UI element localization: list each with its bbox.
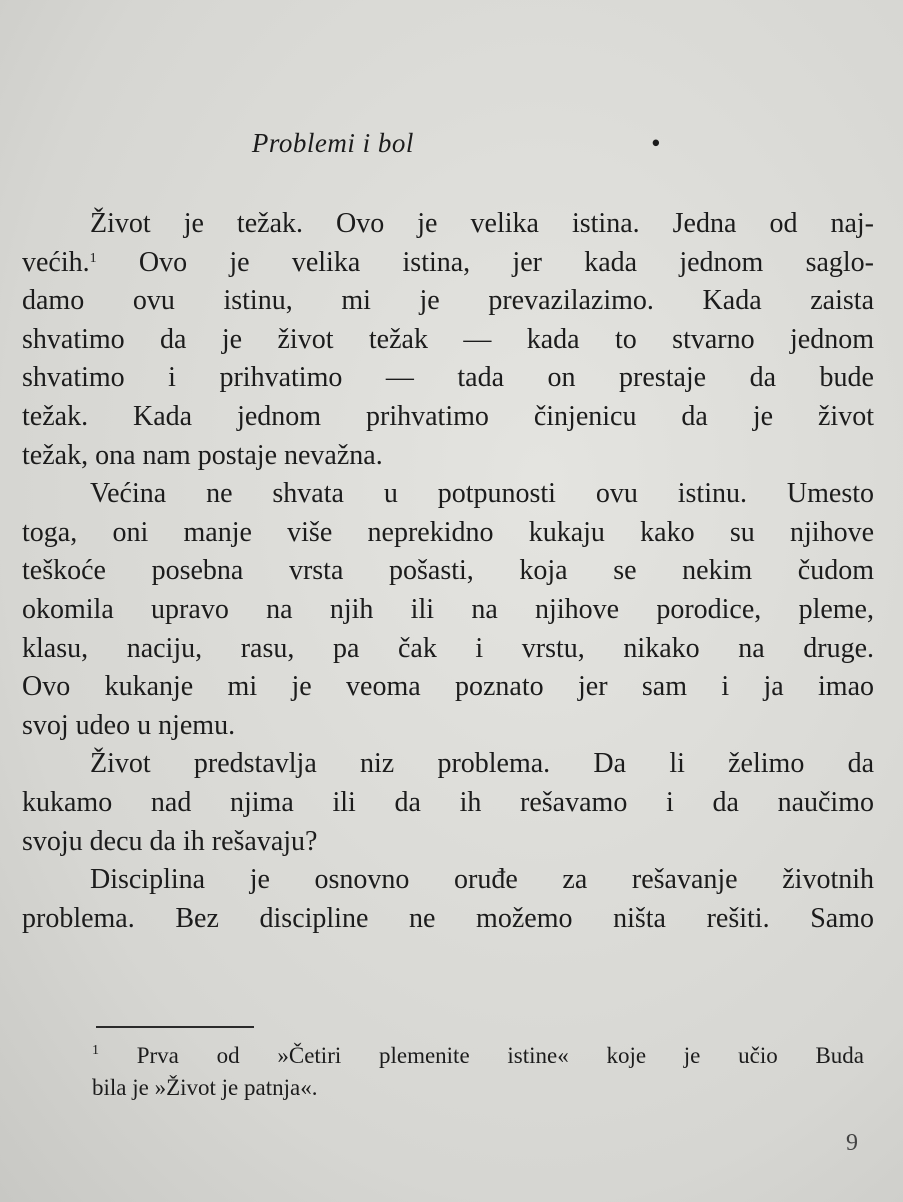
footnote-text: Prva od »Četiri plemenite istine« koje je učio Buda bbox=[136, 1043, 864, 1068]
text-line bbox=[22, 707, 874, 746]
text-line bbox=[22, 359, 874, 398]
text-line bbox=[22, 900, 874, 939]
text-line bbox=[22, 745, 874, 784]
paragraph-3 bbox=[22, 745, 874, 861]
line-text: svoj udeo u njemu. bbox=[22, 709, 236, 741]
line-text: shvatimo i prihvatimo — tada on prestaje da bude bbox=[22, 362, 874, 394]
text-line bbox=[22, 282, 874, 321]
text-line bbox=[22, 823, 874, 862]
line-text: damo ovu istinu, mi je prevazilazimo. Kada zaista bbox=[22, 285, 874, 317]
line-text: Ovo je velika istina, jer kada jednom saglo- bbox=[138, 246, 874, 278]
paragraph-1 bbox=[22, 205, 874, 475]
text-line bbox=[22, 514, 874, 553]
line-text: toga, oni manje više neprekidno kukaju kako su njihove bbox=[22, 516, 874, 548]
line-text: kukamo nad njima ili da ih rešavamo i da naučimo bbox=[22, 786, 874, 818]
text-line bbox=[22, 398, 874, 437]
line-text: težak. Kada jednom prihvatimo činjenicu da je život bbox=[22, 400, 874, 432]
footnote-ref: 1 bbox=[89, 250, 97, 266]
line-text: Život je težak. Ovo je velika istina. Jedna od naj- bbox=[90, 208, 874, 239]
footnote-line bbox=[92, 1072, 864, 1104]
text-line bbox=[22, 437, 874, 476]
line-text: Većina ne shvata u potpunosti ovu istinu. Umesto bbox=[90, 478, 874, 510]
line-text: shvatimo da je život težak — kada to stvarno jednom bbox=[22, 323, 874, 355]
line-text: težak, ona nam postaje nevažna. bbox=[22, 439, 383, 471]
line-text: Disciplina je osnovno oruđe za rešavanje životnih bbox=[90, 864, 874, 896]
paragraph-4 bbox=[22, 861, 874, 938]
text-line bbox=[22, 552, 874, 591]
footnote bbox=[92, 1040, 864, 1104]
body-text bbox=[22, 205, 874, 938]
line-text: Život predstavlja niz problema. Da li želimo da bbox=[90, 748, 874, 780]
text-line bbox=[22, 630, 874, 669]
text-line bbox=[22, 475, 874, 514]
line-text: većih. bbox=[22, 246, 90, 278]
header-mark: • bbox=[651, 128, 662, 158]
text-line bbox=[22, 668, 874, 707]
text-line bbox=[22, 205, 874, 244]
footnote-marker: 1 bbox=[92, 1043, 99, 1058]
footnote-line bbox=[92, 1040, 864, 1072]
footnote-text: bila je »Život je patnja«. bbox=[92, 1075, 318, 1100]
chapter-title: Problemi i bol bbox=[251, 128, 414, 158]
page-number: 9 bbox=[846, 1130, 858, 1156]
paragraph-2 bbox=[22, 475, 874, 745]
line-text: Ovo kukanje mi je veoma poznato jer sam i ja imao bbox=[22, 671, 874, 703]
text-line bbox=[22, 321, 874, 360]
line-text: klasu, naciju, rasu, pa čak i vrstu, nikako na druge. bbox=[22, 632, 874, 664]
text-line bbox=[22, 591, 874, 630]
line-text: svoju decu da ih rešavaju? bbox=[22, 825, 318, 857]
text-line bbox=[22, 244, 874, 283]
footnote-divider bbox=[96, 1026, 254, 1028]
line-text: problema. Bez discipline ne možemo ništa rešiti. Samo bbox=[22, 902, 874, 934]
text-line bbox=[22, 861, 874, 900]
line-text: okomila upravo na njih ili na njihove porodice, pleme, bbox=[22, 593, 874, 625]
line-text: teškoće posebna vrsta pošasti, koja se nekim čudom bbox=[22, 555, 874, 587]
text-line bbox=[22, 784, 874, 823]
chapter-header bbox=[0, 128, 903, 159]
